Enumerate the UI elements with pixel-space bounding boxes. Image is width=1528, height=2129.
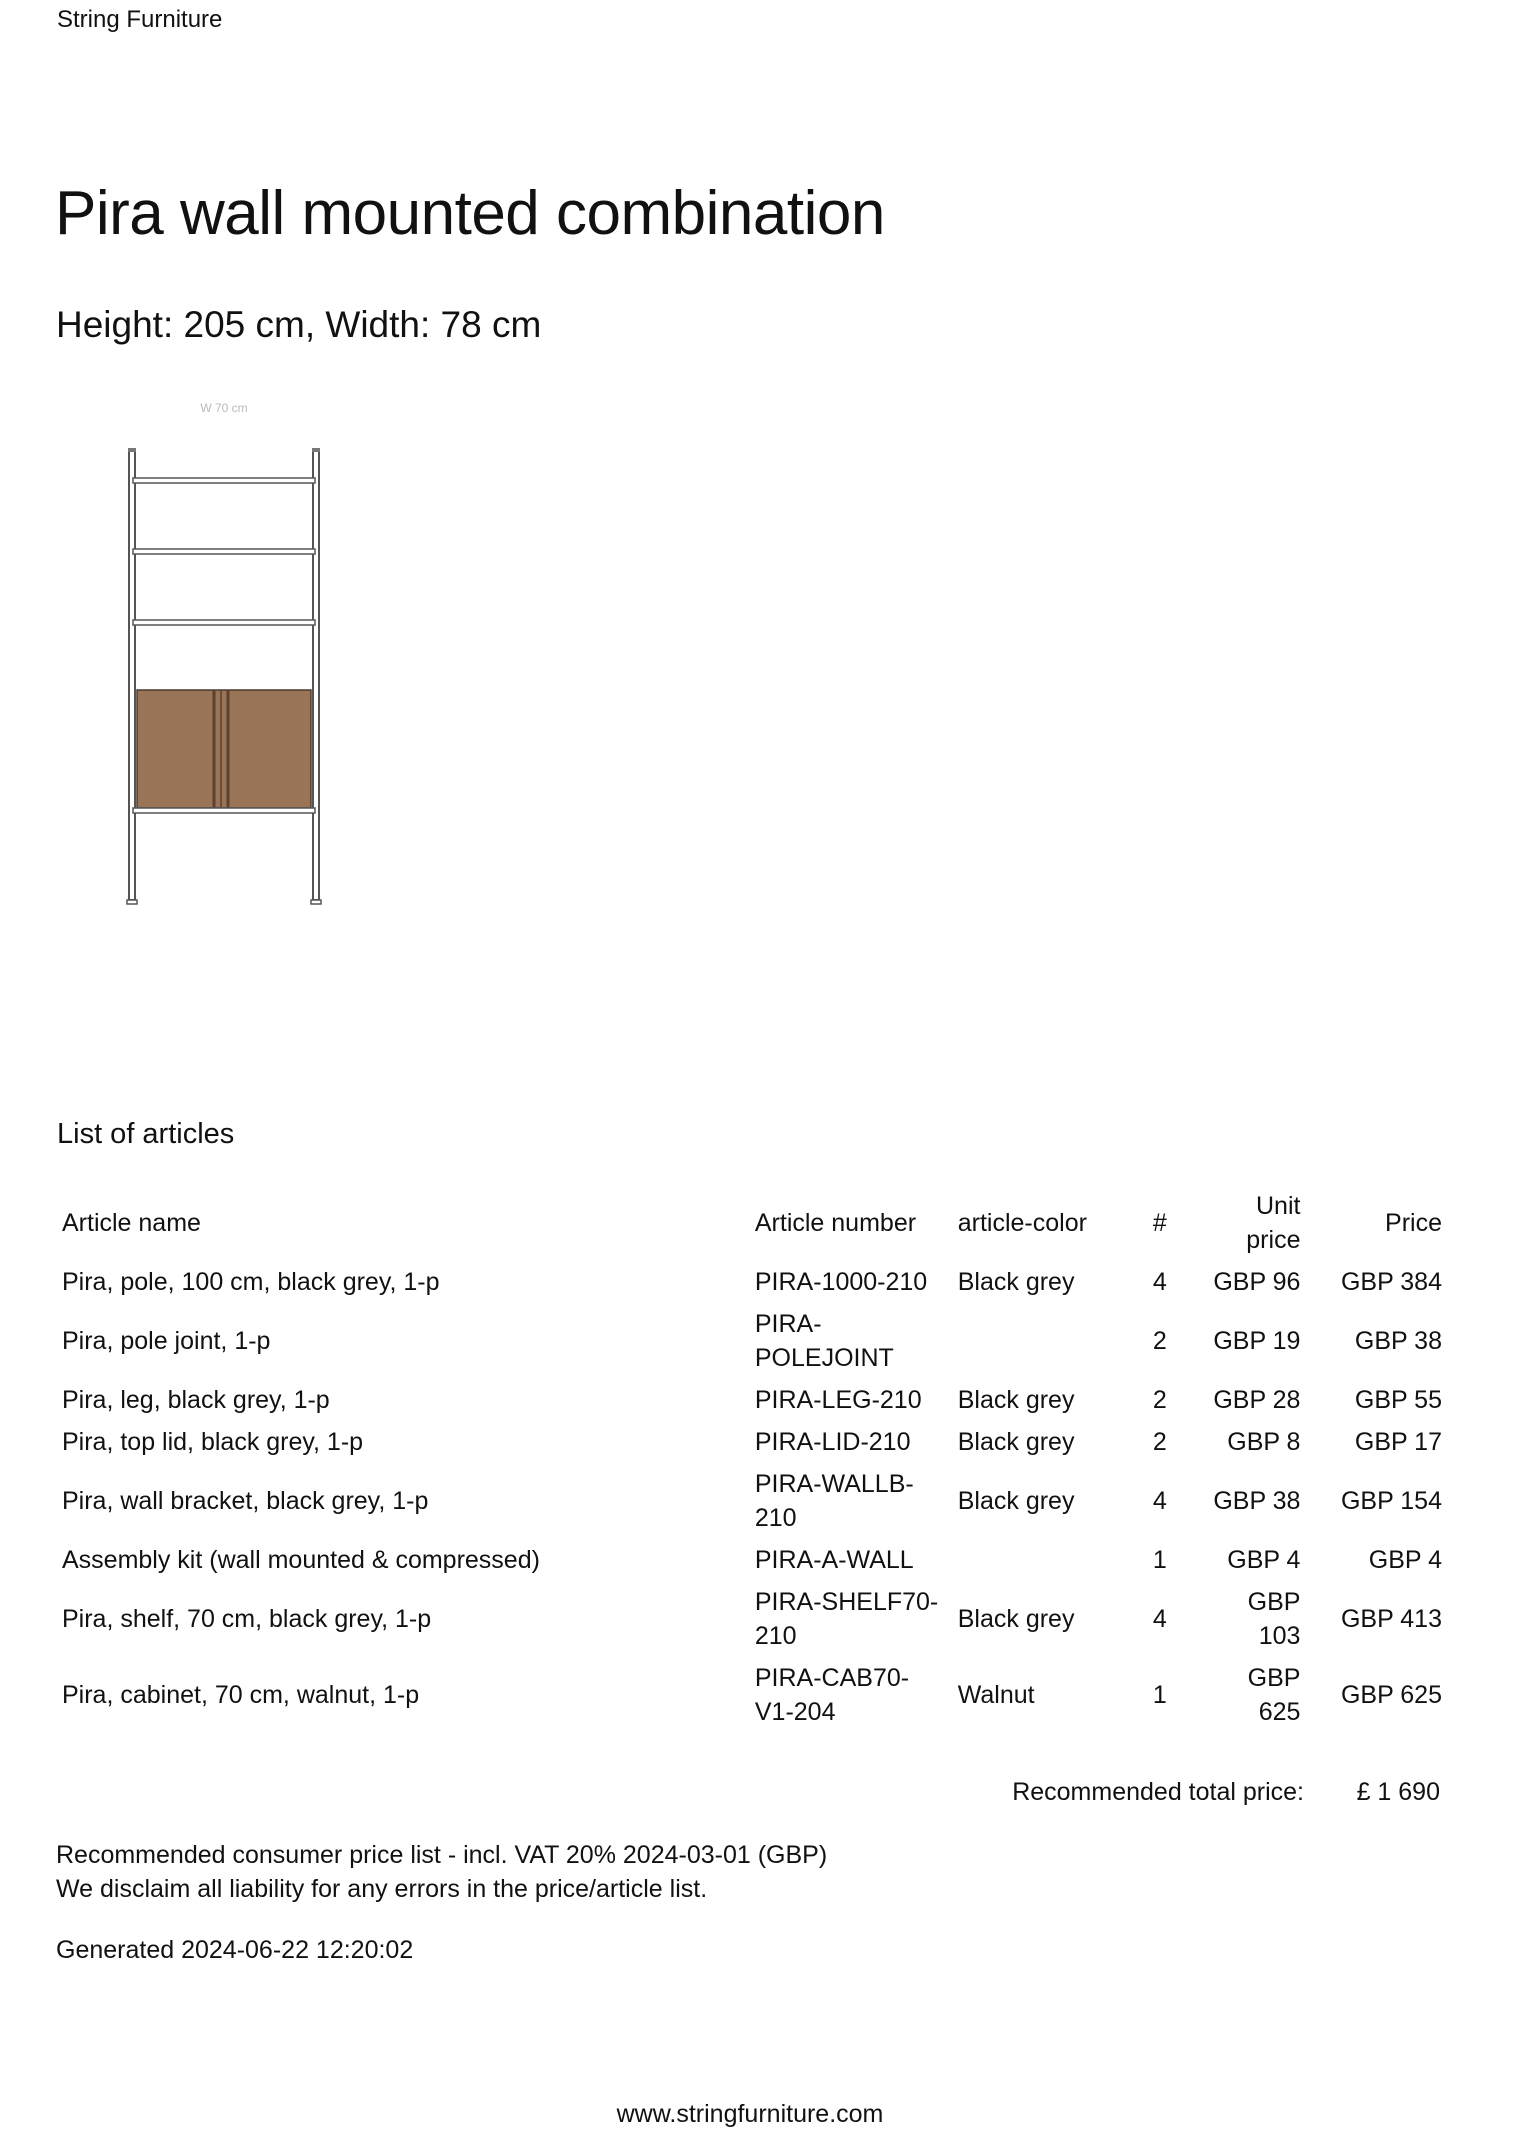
cell-unit-price: GBP 28 xyxy=(1213,1386,1301,1414)
shelf-3 xyxy=(133,620,315,625)
column-header-qty: # xyxy=(1152,1209,1167,1237)
cell-article-name: Pira, wall bracket, black grey, 1-p xyxy=(62,1487,429,1515)
cell-price: GBP 384 xyxy=(1340,1268,1442,1296)
cell-article-name: Pira, pole, 100 cm, black grey, 1-p xyxy=(62,1268,440,1296)
total-label: Recommended total price: xyxy=(1012,1778,1304,1806)
shelf-4 xyxy=(133,808,315,813)
cell-price: GBP 625 xyxy=(1340,1681,1442,1709)
cell-price: GBP 55 xyxy=(1354,1386,1442,1414)
cell-article-color: Black grey xyxy=(957,1605,1075,1633)
cell-unit-price: GBP 8 xyxy=(1227,1428,1301,1456)
shelf-2 xyxy=(133,549,315,554)
table-row xyxy=(56,1539,1448,1581)
table-header-row xyxy=(56,1185,1448,1261)
cell-quantity: 2 xyxy=(1152,1428,1167,1456)
cell-article-number: PIRA-A-WALL xyxy=(754,1546,914,1574)
column-header-color: article-color xyxy=(957,1209,1087,1237)
table-row xyxy=(56,1657,1448,1733)
cell-article-color: Black grey xyxy=(957,1487,1075,1515)
right-leg xyxy=(311,900,321,904)
column-header-price: Price xyxy=(1385,1209,1442,1237)
cell-article-color xyxy=(952,1303,1124,1379)
cell-price: GBP 17 xyxy=(1354,1428,1442,1456)
right-pole xyxy=(313,450,319,900)
cell-unit-price: GBP 103 xyxy=(1247,1588,1301,1650)
cell-quantity: 1 xyxy=(1152,1546,1167,1574)
product-dimensions: Height: 205 cm, Width: 78 cm xyxy=(56,304,542,345)
cell-article-color: Black grey xyxy=(957,1268,1075,1296)
generated-timestamp: Generated 2024-06-22 12:20:02 xyxy=(56,1936,414,1964)
left-pole xyxy=(129,450,135,900)
cell-quantity: 4 xyxy=(1152,1605,1167,1633)
cell-unit-price: GBP 4 xyxy=(1227,1546,1301,1574)
page-title: Pira wall mounted combination xyxy=(55,179,885,248)
table-row xyxy=(56,1303,1448,1379)
cell-unit-price: GBP 96 xyxy=(1213,1268,1301,1296)
cell-quantity: 4 xyxy=(1152,1487,1167,1515)
footer-url: www.stringfurniture.com xyxy=(616,2100,884,2128)
cell-price: GBP 154 xyxy=(1340,1487,1442,1515)
right-top-lid xyxy=(312,448,320,452)
cell-article-name: Pira, leg, black grey, 1-p xyxy=(62,1386,330,1414)
cell-article-number: PIRA-SHELF70-210 xyxy=(754,1588,939,1650)
cell-quantity: 2 xyxy=(1152,1386,1167,1414)
cell-article-name: Pira, top lid, black grey, 1-p xyxy=(62,1428,364,1456)
cell-unit-price: GBP 38 xyxy=(1213,1487,1301,1515)
left-leg xyxy=(127,900,137,904)
total-value: £ 1 690 xyxy=(1356,1778,1440,1806)
cell-article-color xyxy=(952,1539,1124,1581)
cell-article-name: Assembly kit (wall mounted & compressed) xyxy=(62,1546,540,1574)
product-drawing xyxy=(110,390,350,920)
cell-article-color: Walnut xyxy=(957,1681,1035,1709)
table-row xyxy=(56,1421,1448,1463)
cell-article-number: PIRA-LEG-210 xyxy=(754,1386,922,1414)
price-list-note: Recommended consumer price list - incl. VAT 20% 2024-03-01 (GBP) xyxy=(56,1841,828,1869)
cell-quantity: 2 xyxy=(1152,1327,1167,1355)
column-header-number: Article number xyxy=(754,1209,917,1237)
cell-article-name: Pira, shelf, 70 cm, black grey, 1-p xyxy=(62,1605,432,1633)
cell-unit-price: GBP 625 xyxy=(1247,1664,1301,1726)
cell-article-number: PIRA-LID-210 xyxy=(754,1428,911,1456)
cell-quantity: 1 xyxy=(1152,1681,1167,1709)
cell-article-number: PIRA-CAB70-V1-204 xyxy=(754,1664,910,1726)
drawing-width-label: W 70 cm xyxy=(200,401,248,415)
table-row xyxy=(56,1581,1448,1657)
cell-article-number: PIRA-POLEJOINT xyxy=(754,1310,894,1372)
brand-name: String Furniture xyxy=(57,6,223,33)
cell-unit-price: GBP 19 xyxy=(1213,1327,1301,1355)
cell-article-number: PIRA-1000-210 xyxy=(754,1268,928,1296)
cabinet-body xyxy=(137,690,311,808)
disclaimer-note: We disclaim all liability for any errors in the price/article list. xyxy=(56,1875,708,1903)
table-row xyxy=(56,1261,1448,1303)
articles-section-title: List of articles xyxy=(57,1118,235,1150)
cell-article-color: Black grey xyxy=(957,1386,1075,1414)
cell-article-number: PIRA-WALLB-210 xyxy=(754,1470,914,1532)
cell-quantity: 4 xyxy=(1152,1268,1167,1296)
cell-article-name: Pira, pole joint, 1-p xyxy=(62,1327,271,1355)
left-top-lid xyxy=(128,448,136,452)
cell-article-color: Black grey xyxy=(957,1428,1075,1456)
column-header-name: Article name xyxy=(62,1209,201,1237)
price-notes xyxy=(56,1838,827,1906)
articles-table xyxy=(56,1185,1448,1733)
cell-article-name: Pira, cabinet, 70 cm, walnut, 1-p xyxy=(62,1681,420,1709)
cell-price: GBP 4 xyxy=(1368,1546,1442,1574)
cell-price: GBP 413 xyxy=(1340,1605,1442,1633)
column-header-unit-price: Unit price xyxy=(1246,1192,1301,1254)
shelf-1 xyxy=(133,478,315,483)
table-row xyxy=(56,1463,1448,1539)
total-row xyxy=(0,1778,1440,1814)
table-row xyxy=(56,1379,1448,1421)
cell-price: GBP 38 xyxy=(1354,1327,1442,1355)
